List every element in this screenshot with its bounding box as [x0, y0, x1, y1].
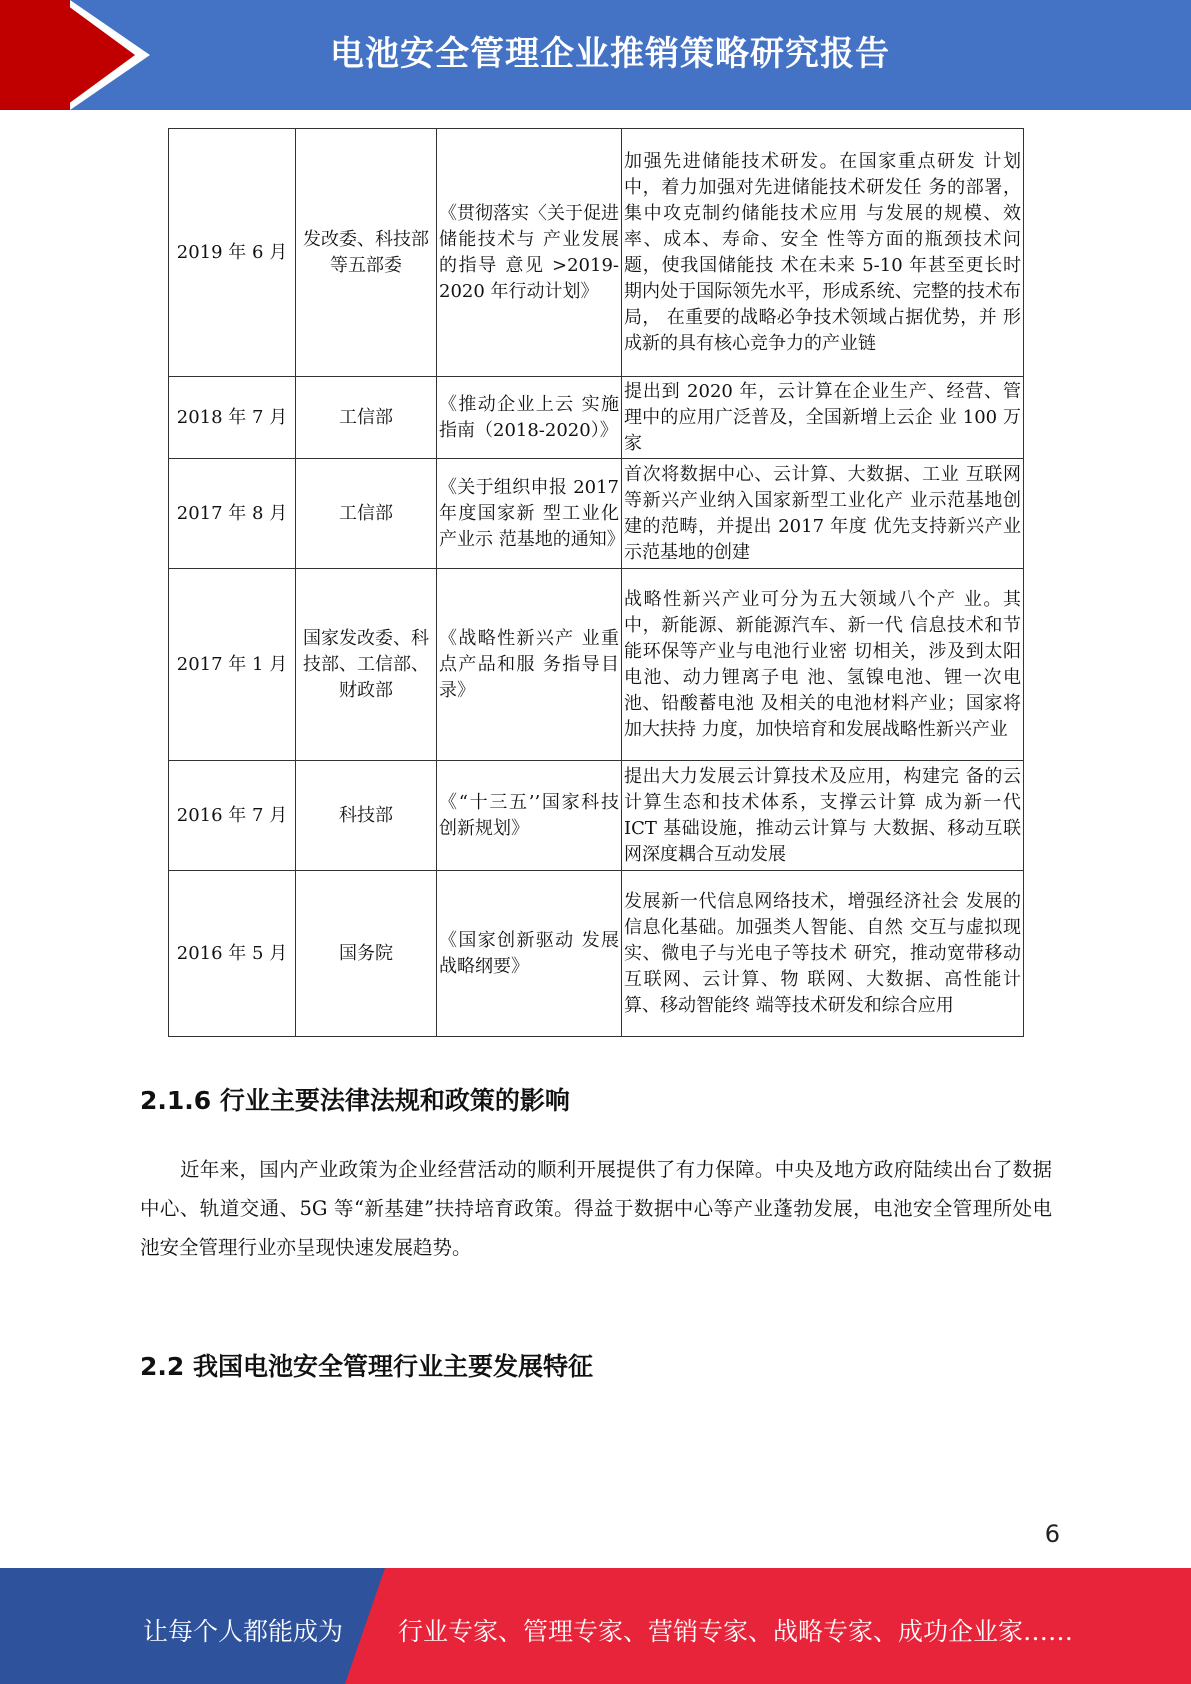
cell-document: 《推动企业上云 实施指南（2018-2020）》 [437, 377, 622, 459]
cell-organization: 发改委、科技部等五部委 [296, 129, 437, 377]
footer-slogan-right: 行业专家、管理专家、营销专家、战略专家、成功企业家…… [398, 1617, 1074, 1646]
section-heading-2-2: 2.2 我国电池安全管理行业主要发展特征 [140, 1352, 593, 1381]
document-title: 电池安全管理企业推销策略研究报告 [330, 34, 890, 74]
table-row [169, 761, 1024, 871]
cell-document: 《贯彻落实〈关于促进储能技术与 产业发展的指导 意见 >2019-2020 年行动计划》 [437, 129, 622, 377]
cell-date: 2017 年 1 月 [169, 569, 296, 761]
cell-description: 首次将数据中心、云计算、大数据、工业 互联网等新兴产业纳入国家新型工业化产 业示范基地创建的范畴，并提出 2017 年度 优先支持新兴产业示范基地的创建 [622, 459, 1024, 569]
body-paragraph: 近年来，国内产业政策为企业经营活动的顺利开展提供了有力保障。中央及地方政府陆续出台了数据中心、轨道交通、5G 等“新基建”扶持培育政策。得益于数据中心等产业蓬勃发展，电池安全管理所处电池安全管理行业亦呈现快速发展趋势。 [140, 1158, 1052, 1259]
cell-date: 2018 年 7 月 [169, 377, 296, 459]
table-row [169, 569, 1024, 761]
cell-organization: 工信部 [296, 377, 437, 459]
cell-organization: 工信部 [296, 459, 437, 569]
cell-date: 2016 年 5 月 [169, 871, 296, 1037]
cell-organization: 科技部 [296, 761, 437, 871]
table-row [169, 129, 1024, 377]
policy-table [168, 128, 1024, 1037]
footer-slogan-left: 让每个人都能成为 [143, 1617, 344, 1646]
cell-description: 战略性新兴产业可分为五大领域八个产 业。其中，新能源、新能源汽车、新一代 信息技术和节能环保等产业与电池行业密 切相关，涉及到太阳电池、动力锂离子电 池、氢镍电池、锂一次电池、铅酸蓄电池 及相关的电池材料产业；国家将加大扶持 力度，加快培育和发展战略性新兴产业 [622, 569, 1024, 761]
cell-description: 发展新一代信息网络技术，增强经济社会 发展的信息化基础。加强类人智能、自然 交互与虚拟现实、微电子与光电子等技术 研究，推动宽带移动互联网、云计算、物 联网、大数据、高性能计算、移动智能终 端等技术研发和综合应用 [622, 871, 1024, 1037]
page-header [0, 0, 1191, 110]
page-footer [0, 1568, 1191, 1684]
table-row [169, 459, 1024, 569]
page-number: 6 [1044, 1520, 1060, 1548]
cell-document: 《国家创新驱动 发展战略纲要》 [437, 871, 622, 1037]
cell-description: 提出到 2020 年，云计算在企业生产、经营、管理中的应用广泛普及，全国新增上云企 业 100 万家 [622, 377, 1024, 459]
table-row [169, 871, 1024, 1037]
cell-organization: 国务院 [296, 871, 437, 1037]
section-heading-2-1-6: 2.1.6 行业主要法律法规和政策的影响 [140, 1086, 570, 1115]
cell-description: 提出大力发展云计算技术及应用，构建完 备的云计算生态和技术体系，支撑云计算 成为新一代 ICT 基础设施，推动云计算与 大数据、移动互联网深度耦合互动发展 [622, 761, 1024, 871]
cell-date: 2017 年 8 月 [169, 459, 296, 569]
header-red-chevron [60, 0, 135, 110]
cell-date: 2019 年 6 月 [169, 129, 296, 377]
cell-document: 《“十三五’’国家科技创新规划》 [437, 761, 622, 871]
cell-description: 加强先进储能技术研发。在国家重点研发 计划中，着力加强对先进储能技术研发任 务的部署，集中攻克制约储能技术应用 与发展的规模、效率、成本、寿命、安全 性等方面的瓶颈技术问题，使我国储能技 术在未来 5-10 年甚至更长时期内处于国际领先水平，形成系统、完整的技术布局， 在重要的战略必争技术领域占据优势，并 形成新的具有核心竞争力的产业链 [622, 129, 1024, 377]
cell-date: 2016 年 7 月 [169, 761, 296, 871]
cell-document: 《关于组织申报 2017 年度国家新 型工业化产业示 范基地的通知》 [437, 459, 622, 569]
cell-document: 《战略性新兴产 业重点产品和服 务指导目录》 [437, 569, 622, 761]
table-row [169, 377, 1024, 459]
cell-organization: 国家发改委、科技部、工信部、财政部 [296, 569, 437, 761]
